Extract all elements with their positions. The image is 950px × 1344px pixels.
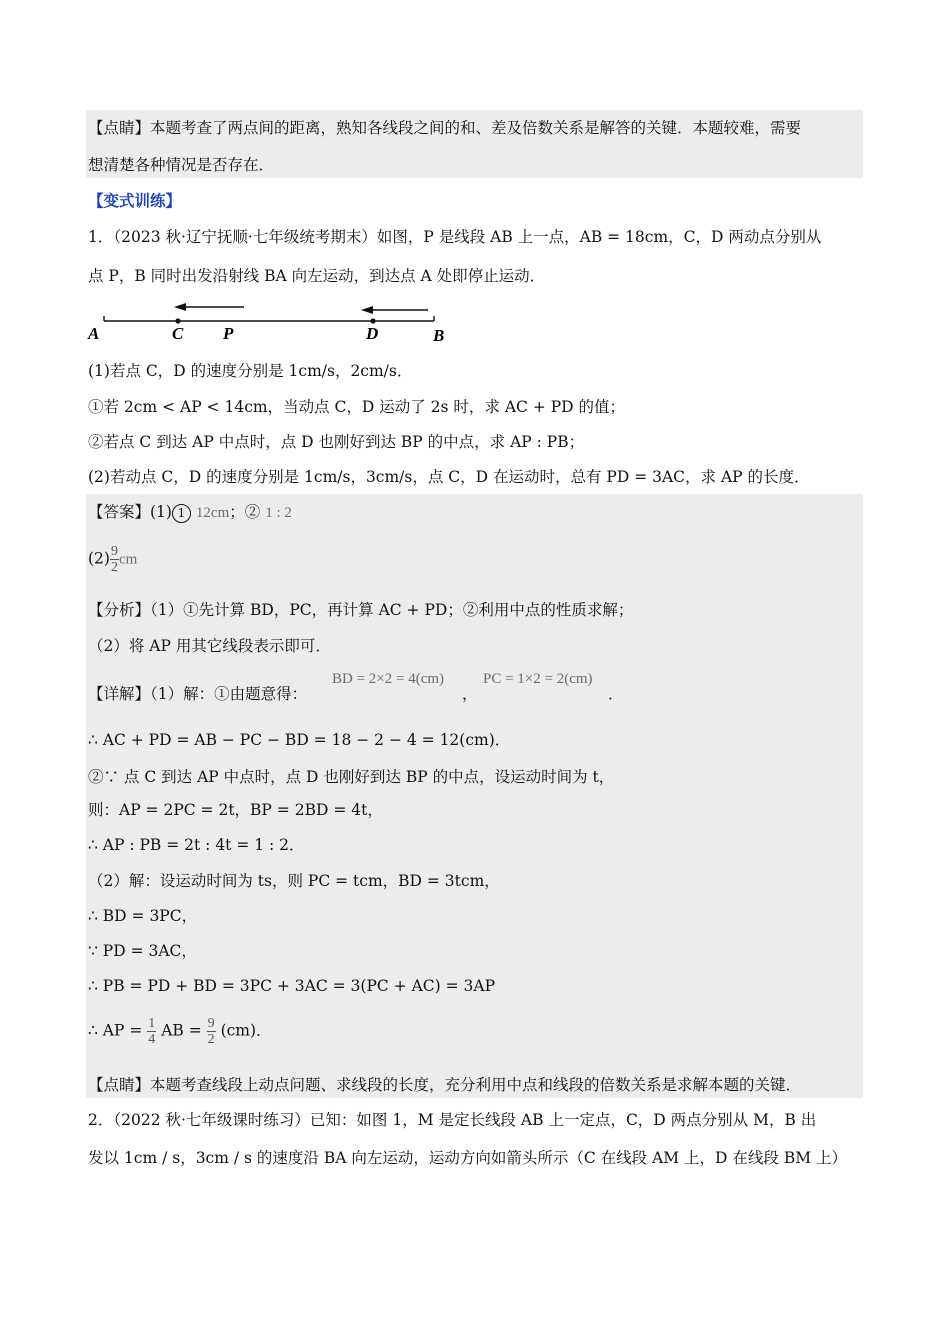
fraction-one-quarter: $\frac{1}{4}$	[148, 1016, 156, 1047]
answer-1a: 12cm	[195, 505, 230, 521]
q1-part-1: (1)若点 C，D 的速度分别是 1cm/s，2cm/s．	[88, 362, 413, 380]
detail-eq-1: BD = 2×2 = 4(cm)	[332, 671, 445, 687]
detail-period: ．	[608, 685, 624, 703]
label-a: A	[88, 324, 100, 343]
solution-comment: 【点睛】本题考查线段上动点问题、求线段的长度，充分利用中点和线段的倍数关系是求解本题的关键．	[88, 1076, 802, 1094]
label-c: C	[172, 324, 184, 343]
prev-comment-line-1: 【点睛】本题考查了两点间的距离，熟知各线段之间的和、差及倍数关系是解答的关键．本题较难，需要	[88, 119, 802, 137]
detail-line-1: 【详解】（1）解：①由题意得：	[88, 685, 308, 703]
label-b: B	[433, 326, 445, 345]
section-title: 【变式训练】	[88, 191, 182, 210]
detail-comma: ，	[462, 685, 478, 703]
arrow-d-head	[361, 306, 373, 314]
fraction-nine-halves: $\frac{9}{2}$	[207, 1016, 215, 1047]
q2-line-2: 发以 1cm / s，3cm / s 的速度沿 BA 向左运动，运动方向如箭头所示（C 在线段 AM 上，D 在线段 BM 上）	[88, 1149, 848, 1167]
detail-line-10: ∴ AP = $\frac{1}{4}$ AB = $\frac{9}{2}$ (cm)．	[88, 1016, 272, 1047]
analysis-line-2: （2）将 AP 用其它线段表示即可．	[88, 637, 331, 655]
analysis-line-1: 【分析】（1）①先计算 BD，PC，再计算 AC + PD；②利用中点的性质求解；	[88, 601, 634, 619]
label-d: D	[366, 324, 379, 343]
detail-line-3: ②∵ 点 C 到达 AP 中点时，点 D 也刚好到达 BP 的中点，设运动时间为 t，	[88, 768, 615, 786]
q1-part-1b: ②若点 C 到达 AP 中点时，点 D 也刚好到达 BP 的中点，求 AP : PB；	[88, 433, 585, 451]
q2-line-1: 2．（2022 秋·七年级课时练习）已知：如图 1，M 是定长线段 AB 上一定点，C，D 两点分别从 M，B 出	[88, 1111, 817, 1129]
answer-line-2: (2) $\frac{9}{2}$ cm	[88, 544, 138, 575]
answer-1b: 1 : 2	[265, 505, 292, 521]
detail-line-5: ∴ AP : PB = 2t : 4t = 1 : 2．	[88, 836, 305, 854]
detail-line-4: 则：AP = 2PC = 2t，BP = 2BD = 4t，	[88, 801, 383, 819]
answer-line-1: 【答案】(1) 1 12cm；② 1 : 2	[88, 503, 292, 521]
detail-line-6: （2）解：设运动时间为 ts，则 PC = tcm，BD = 3tcm，	[88, 872, 500, 890]
point-c	[175, 318, 180, 323]
q1-line-2: 点 P，B 同时出发沿射线 BA 向左运动，到达点 A 处即停止运动．	[88, 267, 546, 285]
detail-line-8: ∵ PD = 3AC，	[88, 942, 197, 960]
q1-part-1a: ①若 2cm < AP < 14cm，当动点 C，D 运动了 2s 时，求 AC + PD 的值；	[88, 398, 625, 416]
detail-line-7: ∴ BD = 3PC，	[88, 907, 198, 925]
answer-2-fraction: $\frac{9}{2}$	[110, 544, 118, 575]
solution-block	[86, 494, 863, 1098]
detail-line-9: ∴ PB = PD + BD = 3PC + 3AC = 3(PC + AC) = 3AP	[88, 977, 496, 995]
arrow-c-head	[174, 303, 186, 311]
segment-figure	[86, 298, 456, 346]
circle-1-icon: 1	[172, 504, 191, 523]
prev-comment-line-2: 想清楚各种情况是否存在．	[88, 156, 275, 174]
label-p: P	[223, 324, 234, 343]
q1-line-1: 1．（2023 秋·辽宁抚顺·七年级统考期末）如图，P 是线段 AB 上一点，AB = 18cm，C，D 两动点分别从	[88, 228, 822, 246]
point-d	[370, 318, 375, 323]
detail-eq-2: PC = 1×2 = 2(cm)	[483, 671, 593, 687]
q1-part-2: (2)若动点 C，D 的速度分别是 1cm/s，3cm/s，点 C，D 在运动时，总有 PD = 3AC，求 AP 的长度．	[88, 468, 810, 486]
detail-line-2: ∴ AC + PD = AB − PC − BD = 18 − 2 − 4 = 12(cm)．	[88, 731, 511, 749]
